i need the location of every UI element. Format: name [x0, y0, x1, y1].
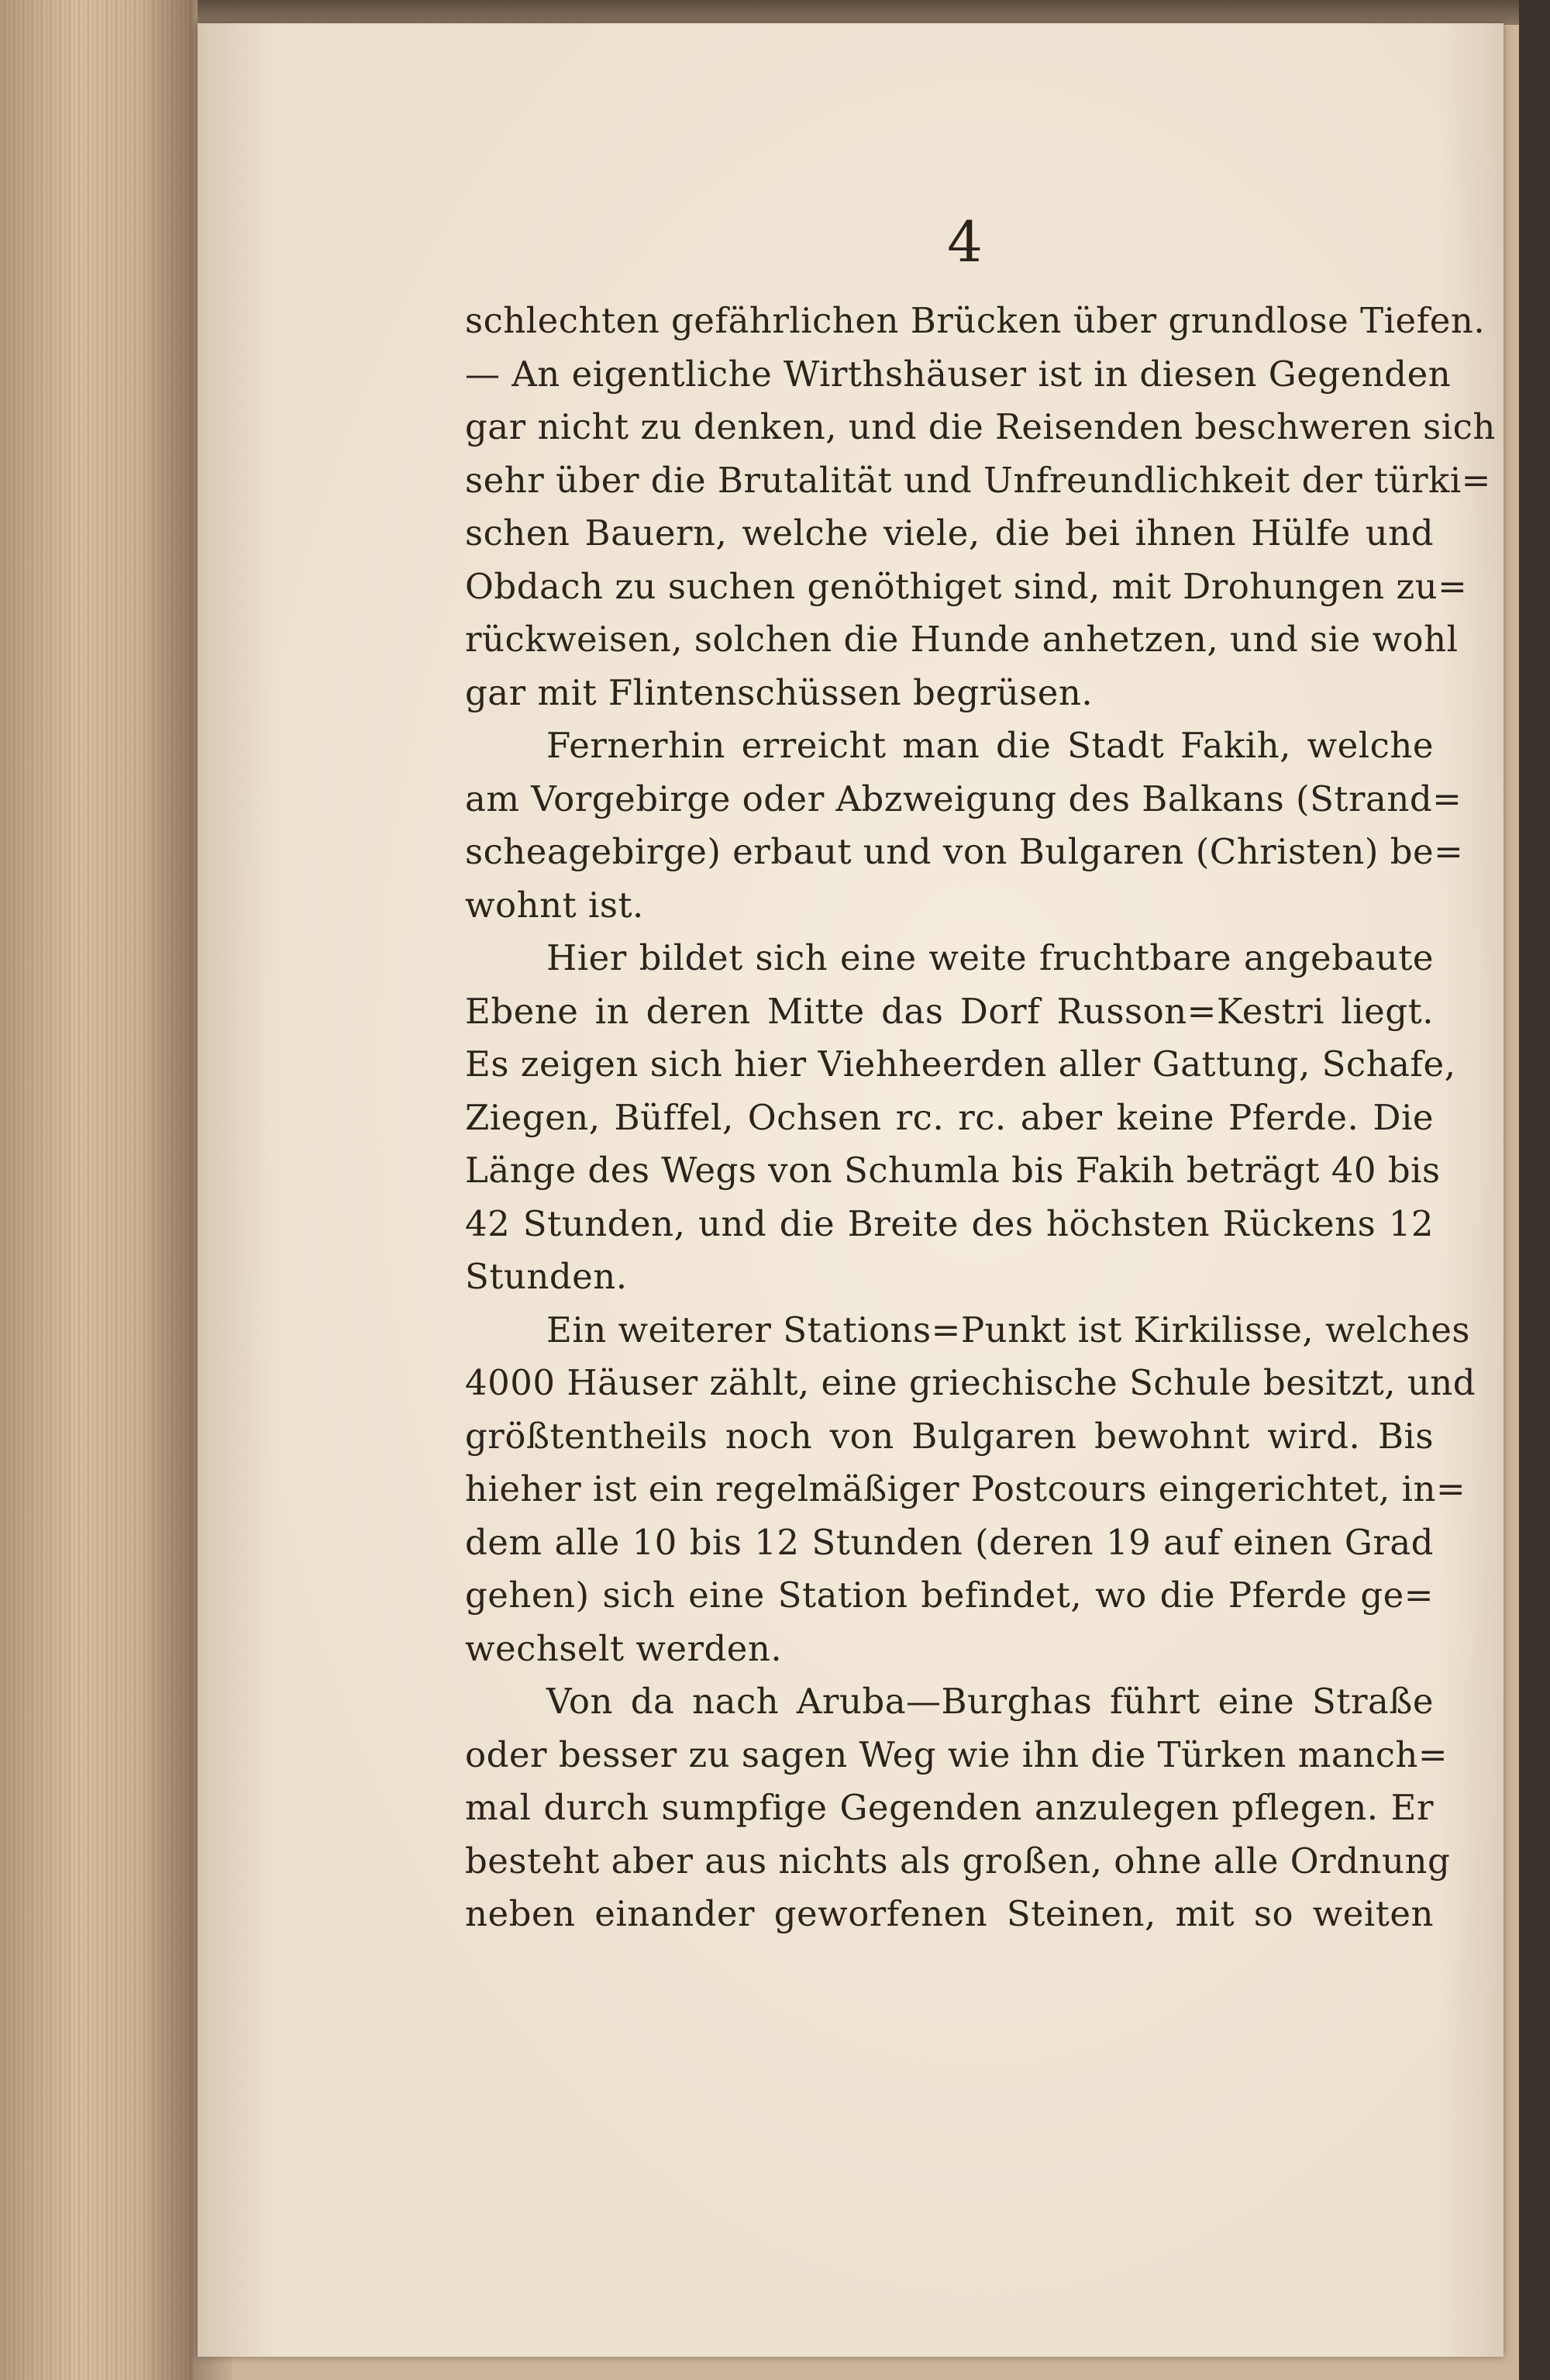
- text-line: Ein weiterer Stations=Punkt ist Kirkilisse, welches: [546, 1309, 1470, 1350]
- text-line: Ebene in deren Mitte das Dorf Russon=Kestri liegt.: [465, 990, 1434, 1032]
- text-line: neben einander geworfenen Steinen, mit so weiten: [465, 1893, 1434, 1934]
- text-line: rückweisen, solchen die Hunde anhetzen, und sie wohl: [465, 619, 1459, 660]
- text-line: Fernerhin erreicht man die Stadt Fakih, welche: [546, 725, 1434, 766]
- text-line: hieher ist ein regelmäßiger Postcours eingerichtet, in=: [465, 1468, 1466, 1509]
- text-line: sehr über die Brutalität und Unfreundlichkeit der türki=: [465, 459, 1491, 501]
- text-line: schlechten gefährlichen Brücken über grundlose Tiefen.: [465, 300, 1486, 341]
- page-number: 4: [947, 209, 983, 274]
- text-line: mal durch sumpfige Gegenden anzulegen pflegen. Er: [465, 1787, 1434, 1828]
- text-line: gar mit Flintenschüssen begrüsen.: [465, 671, 1094, 713]
- text-line: besteht aber aus nichts als großen, ohne alle Ordnung: [465, 1840, 1451, 1882]
- text-line: oder besser zu sagen Weg wie ihn die Türken manch=: [465, 1733, 1448, 1775]
- text-line: Von da nach Aruba—Burghas führt eine Straße: [546, 1681, 1434, 1722]
- text-line: gar nicht zu denken, und die Reisenden beschweren sich: [465, 406, 1496, 447]
- text-line: wechselt werden.: [465, 1627, 783, 1669]
- text-line: scheagebirge) erbaut und von Bulgaren (Christen) be=: [465, 831, 1464, 872]
- body-text: [465, 295, 1496, 1941]
- text-line: — An eigentliche Wirthshäuser ist in diesen Gegenden: [465, 353, 1452, 395]
- text-line: Es zeigen sich hier Viehheerden aller Gattung, Schafe,: [465, 1043, 1456, 1085]
- text-line: gehen) sich eine Station befindet, wo die Pferde ge=: [465, 1575, 1434, 1616]
- text-line: 42 Stunden, und die Breite des höchsten Rückens 12: [465, 1202, 1434, 1244]
- book-top-edge: [198, 0, 1519, 25]
- text-line: 4000 Häuser zählt, eine griechische Schule besitzt, und: [465, 1362, 1476, 1403]
- text-line: Länge des Wegs von Schumla bis Fakih beträgt 40 bis: [465, 1150, 1441, 1191]
- text-line: Obdach zu suchen genöthiget sind, mit Drohungen zu=: [465, 565, 1468, 607]
- text-line: schen Bauern, welche viele, die bei ihnen Hülfe und: [465, 512, 1434, 554]
- text-line: Ziegen, Büffel, Ochsen rc. rc. aber keine Pferde. Die: [465, 1096, 1434, 1138]
- text-line: Stunden.: [465, 1256, 628, 1297]
- backdrop: [1516, 0, 1550, 2380]
- text-line: am Vorgebirge oder Abzweigung des Balkans (Strand=: [465, 778, 1462, 819]
- text-line: größtentheils noch von Bulgaren bewohnt wird. Bis: [465, 1415, 1434, 1457]
- text-line: wohnt ist.: [465, 884, 644, 926]
- text-line: dem alle 10 bis 12 Stunden (deren 19 auf einen Grad: [465, 1521, 1434, 1563]
- text-line: Hier bildet sich eine weite fruchtbare angebaute: [546, 937, 1434, 978]
